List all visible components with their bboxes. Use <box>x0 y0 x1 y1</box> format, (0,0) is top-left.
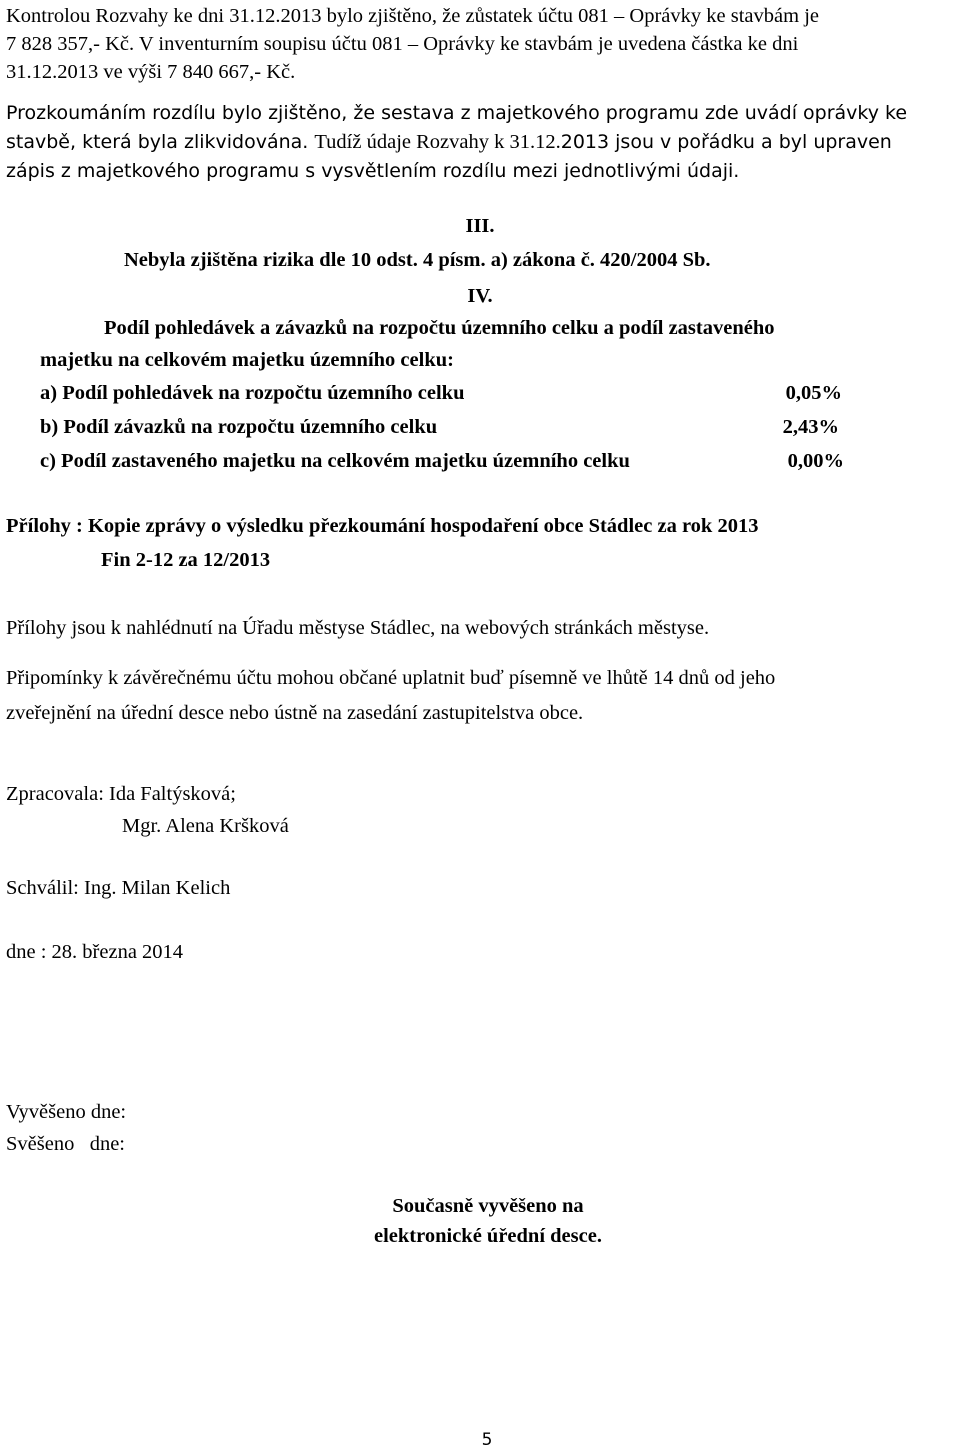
removed-date: Svěšeno dne: <box>6 1133 125 1155</box>
finding-line-2a: stavbě, která byla zlikvidována. <box>6 131 315 153</box>
posted-date: Vyvěšeno dne: <box>6 1101 127 1123</box>
share-item-value: 0,00% <box>787 450 844 472</box>
share-item-label: c) Podíl zastaveného majetku na celkovém majetku územního celku <box>40 450 630 472</box>
share-item-value: 2,43% <box>782 416 839 438</box>
section-4-heading-line-1: Podíl pohledávek a závazků na rozpočtu územního celku a podíl zastaveného <box>104 317 775 339</box>
share-item-label: a) Podíl pohledávek na rozpočtu územního celku <box>40 382 465 404</box>
intro-line-1: Kontrolou Rozvahy ke dni 31.12.2013 bylo zjištěno, že zůstatek účtu 081 – Oprávky ke stavbám je <box>6 5 819 27</box>
approved-by: Schválil: Ing. Milan Kelich <box>6 877 231 899</box>
comments-line-1: Připomínky k závěrečnému účtu mohou občané uplatnit buď písemně ve lhůtě 14 dnů od jeho <box>6 667 776 689</box>
share-item-value: 0,05% <box>785 382 842 404</box>
page-number: 5 <box>481 1430 493 1450</box>
section-4-numeral: IV. <box>467 285 493 307</box>
intro-line-2: 7 828 357,- Kč. V inventurním soupisu účtu 081 – Oprávky ke stavbám je uvedena částka ke dni <box>6 33 799 55</box>
finding-line-3: zápis z majetkového programu s vysvětlením rozdílu mezi jednotlivými údaji. <box>6 160 740 182</box>
electronic-board-line-1: Současně vyvěšeno na <box>392 1195 584 1217</box>
document-date: dne : 28. března 2014 <box>6 941 184 963</box>
section-3-numeral: III. <box>465 215 495 237</box>
finding-line-2 <box>6 132 892 153</box>
section-3-text: Nebyla zjištěna rizika dle 10 odst. 4 písm. a) zákona č. 420/2004 Sb. <box>124 249 711 271</box>
attachments-line-2: Fin 2-12 za 12/2013 <box>101 549 271 571</box>
finding-line-2b: Tudíž údaje Rozvahy k 31.12. <box>314 131 561 153</box>
attachments-line-1: Přílohy : Kopie zprávy o výsledku přezkoumání hospodaření obce Stádlec za rok 2013 <box>6 515 759 537</box>
prepared-by-2: Mgr. Alena Kršková <box>122 815 289 837</box>
share-item-label: b) Podíl závazků na rozpočtu územního celku <box>40 416 438 438</box>
section-4-heading-line-2: majetku na celkovém majetku územního celku: <box>40 349 454 371</box>
finding-line-1: Prozkoumáním rozdílu bylo zjištěno, že sestava z majetkového programu zde uvádí oprávky ke <box>6 102 908 124</box>
finding-line-2c: 2013 jsou v pořádku a byl upraven <box>560 131 892 153</box>
intro-line-3: 31.12.2013 ve výši 7 840 667,- Kč. <box>6 61 296 83</box>
comments-line-2: zveřejnění na úřední desce nebo ústně na zasedání zastupitelstva obce. <box>6 702 584 724</box>
electronic-board-line-2: elektronické úřední desce. <box>374 1225 602 1247</box>
prepared-by: Zpracovala: Ida Faltýsková; <box>6 783 236 805</box>
attachments-note: Přílohy jsou k nahlédnutí na Úřadu městyse Stádlec, na webových stránkách městyse. <box>6 617 710 639</box>
